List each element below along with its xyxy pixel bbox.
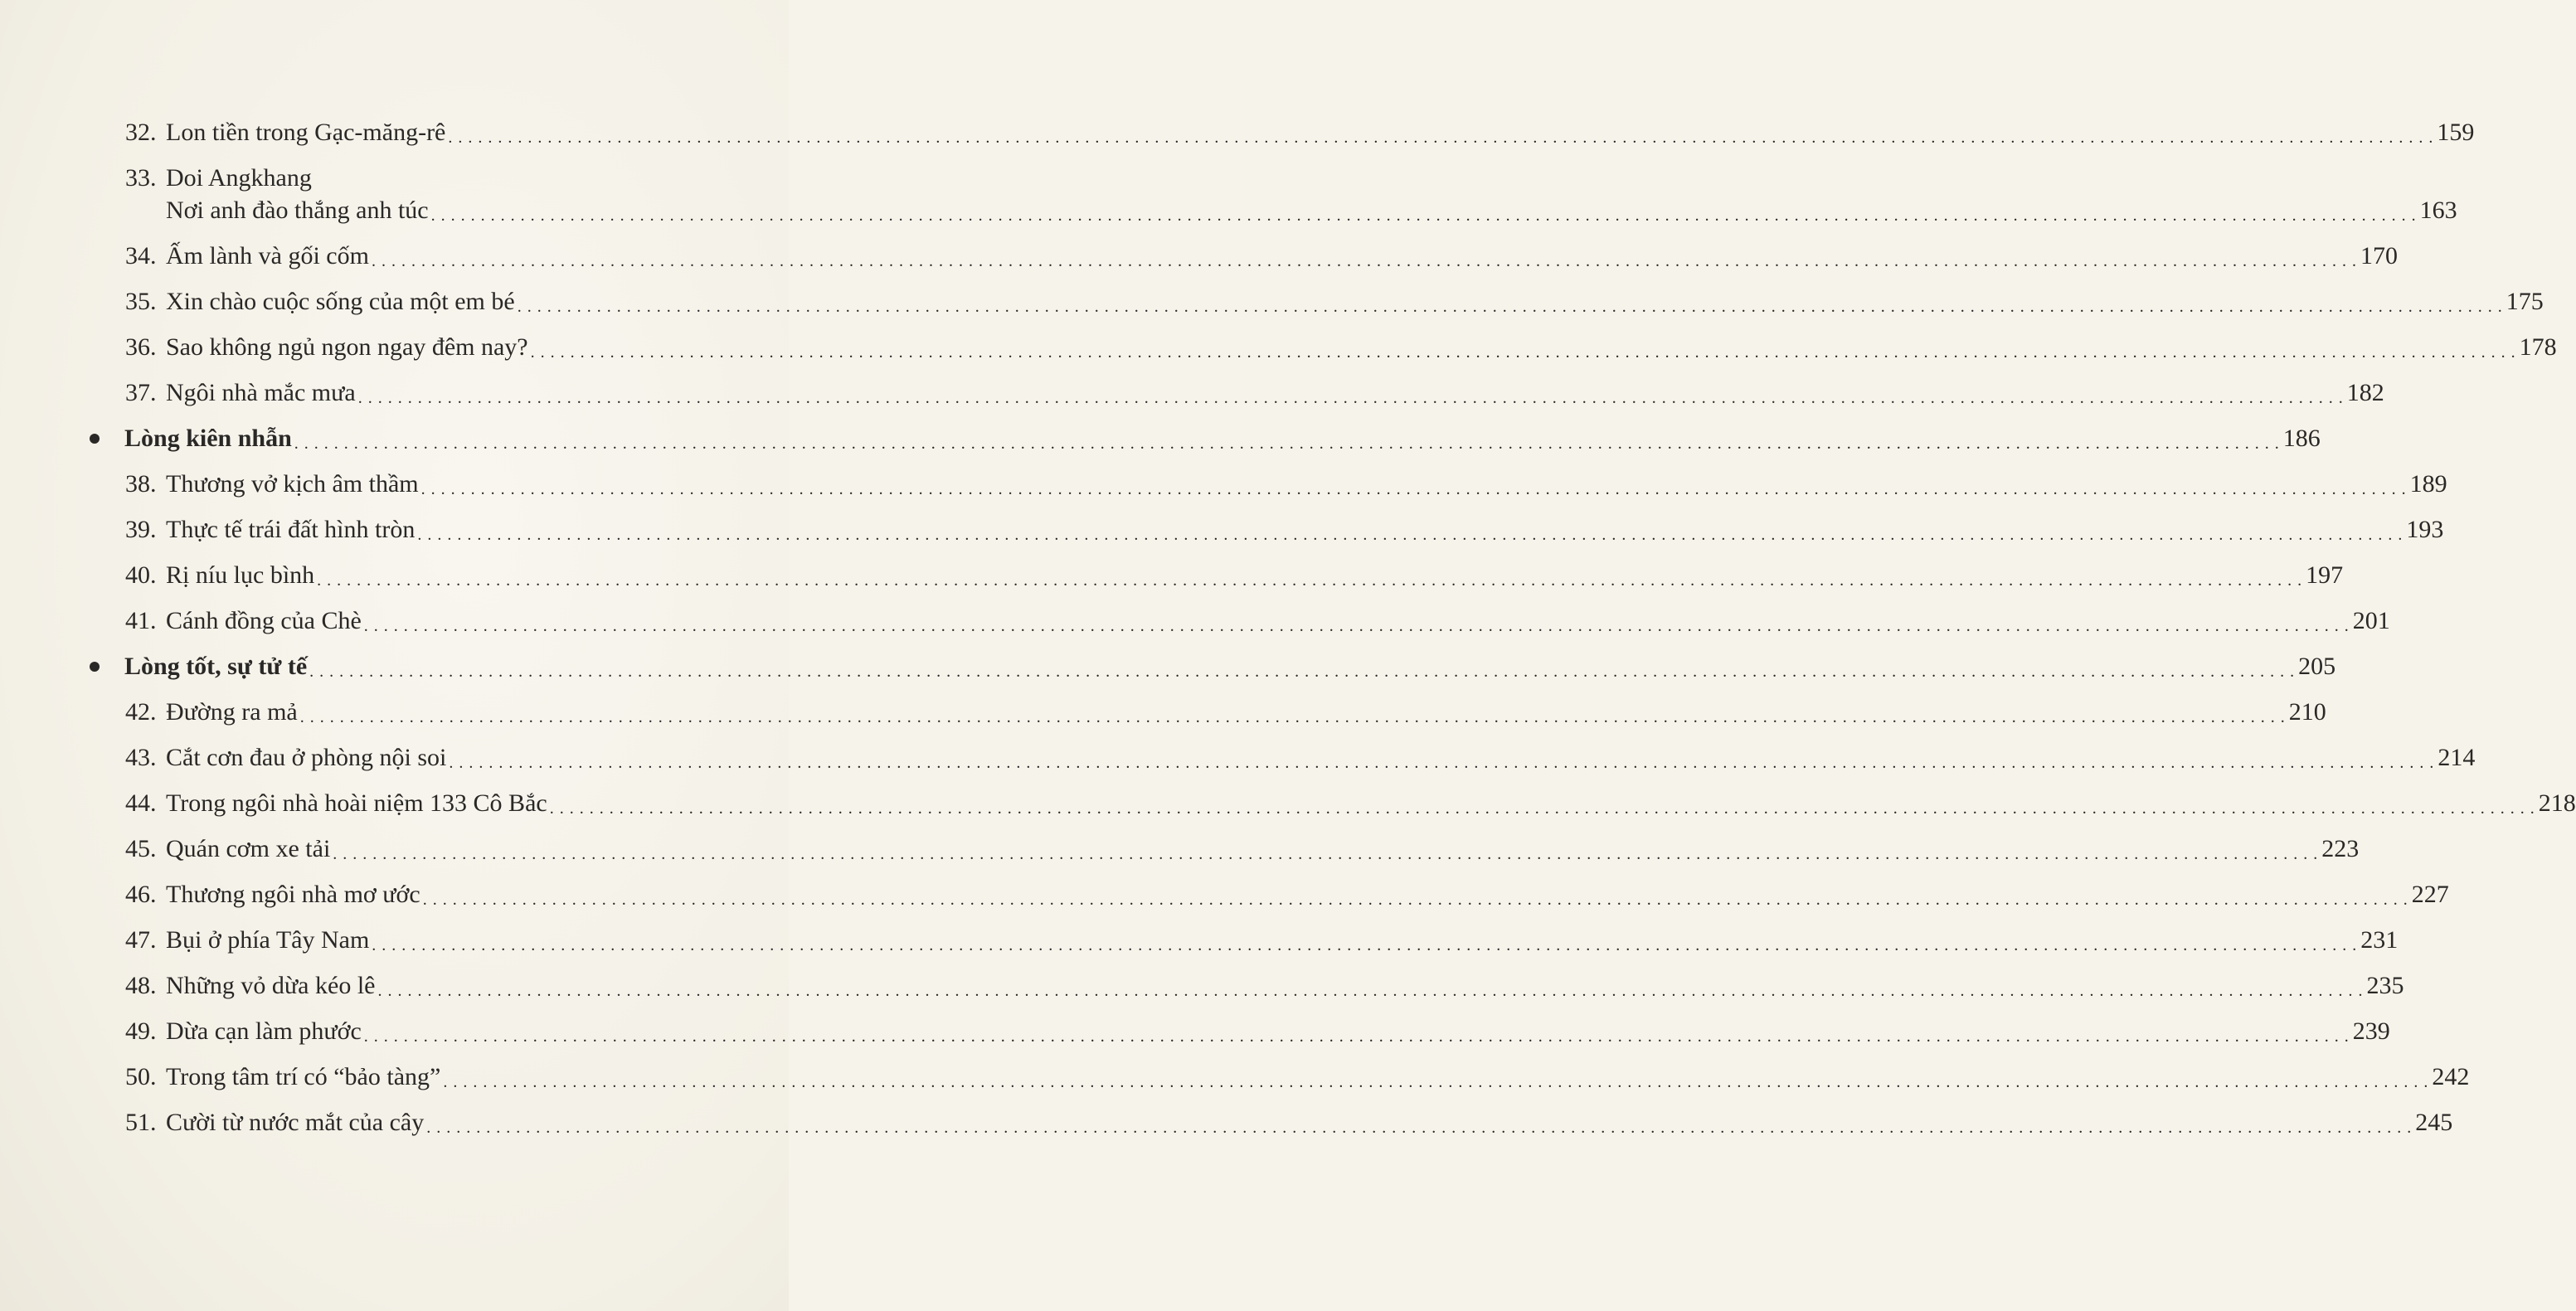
page-number: 214 [2437,743,2476,771]
entry-number: 41. [125,607,157,634]
dot-leader: . . . . . . . . . . . . . . . . . . . . . . . . . . . . . . . . . . . . . . . . . . . . . . . . . . . . . . . . . . . . . . . . . . . . . . . . . . . . . . . . . . . . . . . . . . . . . . . . . . . . . . . . . . . . . . . . . . . . . . . . . . . . . . . . . . . . . . . . . . . . . . . . . . . . . . . . . . . . . . . . . . . . . . . . . . . . . . . . . . . . . . . . . . . . . . . . . . . . . . . . [317,571,2303,590]
page-number: 159 [2437,118,2475,146]
entry-number: 39. [125,516,157,543]
toc-line [166,279,2544,324]
dot-leader: . . . . . . . . . . . . . . . . . . . . . . . . . . . . . . . . . . . . . . . . . . . . . . . . . . . . . . . . . . . . . . . . . . . . . . . . . . . . . . . . . . . . . . . . . . . . . . . . . . . . . . . . . . . . . . . . . . . . . . . . . . . . . . . . . . . . . . . . . . . . . . . . . . . . . . . . . . . . . . . . . . . . . . . . . . . . . . . . . . . . . . . . . . . . . . . . . . . . . . . . [299,708,2286,726]
dot-leader: . . . . . . . . . . . . . . . . . . . . . . . . . . . . . . . . . . . . . . . . . . . . . . . . . . . . . . . . . . . . . . . . . . . . . . . . . . . . . . . . . . . . . . . . . . . . . . . . . . . . . . . . . . . . . . . . . . . . . . . . . . . . . . . . . . . . . . . . . . . . . . . . . . . . . . . . . . . . . . . . . . . . . . . . . . . . . . . . . . . . . . . . . . . . . . . . . . . . . . . . [363,617,2350,635]
dot-leader: . . . . . . . . . . . . . . . . . . . . . . . . . . . . . . . . . . . . . . . . . . . . . . . . . . . . . . . . . . . . . . . . . . . . . . . . . . . . . . . . . . . . . . . . . . . . . . . . . . . . . . . . . . . . . . . . . . . . . . . . . . . . . . . . . . . . . . . . . . . . . . . . . . . . . . . . . . . . . . . . . . . . . . . . . . . . . . . . . . . . . . . . . . . . . . . . . . . . . . . . [449,754,2435,772]
entry-number: 33. [125,164,157,192]
dot-leader: . . . . . . . . . . . . . . . . . . . . . . . . . . . . . . . . . . . . . . . . . . . . . . . . . . . . . . . . . . . . . . . . . . . . . . . . . . . . . . . . . . . . . . . . . . . . . . . . . . . . . . . . . . . . . . . . . . . . . . . . . . . . . . . . . . . . . . . . . . . . . . . . . . . . . . . . . . . . . . . . . . . . . . . . . . . . . . . . . . . . . . . . . . . . . . . . . . . . . . . . [549,799,2535,818]
dot-leader: . . . . . . . . . . . . . . . . . . . . . . . . . . . . . . . . . . . . . . . . . . . . . . . . . . . . . . . . . . . . . . . . . . . . . . . . . . . . . . . . . . . . . . . . . . . . . . . . . . . . . . . . . . . . . . . . . . . . . . . . . . . . . . . . . . . . . . . . . . . . . . . . . . . . . . . . . . . . . . . . . . . . . . . . . . . . . . . . . . . . . . . . . . . . . . . . . . . . . . . . [309,663,2296,681]
entry-title: Thương ngôi nhà mơ ước [166,880,420,908]
dot-leader: . . . . . . . . . . . . . . . . . . . . . . . . . . . . . . . . . . . . . . . . . . . . . . . . . . . . . . . . . . . . . . . . . . . . . . . . . . . . . . . . . . . . . . . . . . . . . . . . . . . . . . . . . . . . . . . . . . . . . . . . . . . . . . . . . . . . . . . . . . . . . . . . . . . . . . . . . . . . . . . . . . . . . . . . . . . . . . . . . . . . . . . . . . . . . . . . . . . . . . . . [530,343,2516,362]
toc-entry [0,872,2449,917]
page-number: 182 [2346,378,2384,406]
toc-entry [0,963,2404,1008]
dot-leader: . . . . . . . . . . . . . . . . . . . . . . . . . . . . . . . . . . . . . . . . . . . . . . . . . . . . . . . . . . . . . . . . . . . . . . . . . . . . . . . . . . . . . . . . . . . . . . . . . . . . . . . . . . . . . . . . . . . . . . . . . . . . . . . . . . . . . . . . . . . . . . . . . . . . . . . . . . . . . . . . . . . . . . . . . . . . . . . . . . . . . . . . . . . . . . . . . . . . . . . . [426,1119,2413,1137]
toc-section [0,643,2336,689]
bullet-icon [90,662,100,672]
entry-number: 35. [125,288,157,315]
dot-leader: . . . . . . . . . . . . . . . . . . . . . . . . . . . . . . . . . . . . . . . . . . . . . . . . . . . . . . . . . . . . . . . . . . . . . . . . . . . . . . . . . . . . . . . . . . . . . . . . . . . . . . . . . . . . . . . . . . . . . . . . . . . . . . . . . . . . . . . . . . . . . . . . . . . . . . . . . . . . . . . . . . . . . . . . . . . . . . . . . . . . . . . . . . . . . . . . . . . . . . . . [422,891,2408,909]
entry-number: 44. [125,789,157,817]
page-number: 189 [2409,469,2447,498]
entry-title: Xin chào cuộc sống của một em bé [166,287,515,315]
toc-entry [0,552,2344,598]
entry-title: Lon tiền trong Gạc-măng-rê [166,118,446,146]
dot-leader: . . . . . . . . . . . . . . . . . . . . . . . . . . . . . . . . . . . . . . . . . . . . . . . . . . . . . . . . . . . . . . . . . . . . . . . . . . . . . . . . . . . . . . . . . . . . . . . . . . . . . . . . . . . . . . . . . . . . . . . . . . . . . . . . . . . . . . . . . . . . . . . . . . . . . . . . . . . . . . . . . . . . . . . . . . . . . . . . . . . . . . . . . . . . . . . . . . . . . . . . [430,206,2417,225]
table-of-contents [0,109,2576,1145]
entry-title: Dừa cạn làm phước [166,1017,362,1045]
entry-number: 37. [125,379,157,406]
entry-number: 50. [125,1063,157,1090]
dot-leader: . . . . . . . . . . . . . . . . . . . . . . . . . . . . . . . . . . . . . . . . . . . . . . . . . . . . . . . . . . . . . . . . . . . . . . . . . . . . . . . . . . . . . . . . . . . . . . . . . . . . . . . . . . . . . . . . . . . . . . . . . . . . . . . . . . . . . . . . . . . . . . . . . . . . . . . . . . . . . . . . . . . . . . . . . . . . . . . . . . . . . . . . . . . . . . . . . . . . . . . . [377,982,2364,1000]
entry-number: 48. [125,972,157,999]
entry-title: Ngôi nhà mắc mưa [166,378,356,406]
toc-entry [0,735,2476,780]
page-number: 178 [2519,333,2557,361]
toc-entry [0,109,2475,155]
bullet-icon [90,434,100,444]
section-title: Lòng kiên nhẫn [124,424,292,452]
entry-number: 40. [125,561,157,589]
page-number: 235 [2366,971,2404,999]
toc-line [166,1100,2453,1145]
entry-title: Nơi anh đào thắng anh túc [166,196,429,224]
toc-line [166,735,2476,780]
page-number: 205 [2298,652,2336,680]
entry-number: 43. [125,744,157,771]
toc-entry [0,1008,2390,1054]
entry-number: 46. [125,881,157,908]
toc-entry [0,370,2384,415]
page-number: 245 [2415,1108,2453,1136]
toc-entry [0,917,2399,963]
toc-line [166,598,2390,643]
entry-number: 36. [125,333,157,361]
toc-line [166,507,2444,552]
dot-leader: . . . . . . . . . . . . . . . . . . . . . . . . . . . . . . . . . . . . . . . . . . . . . . . . . . . . . . . . . . . . . . . . . . . . . . . . . . . . . . . . . . . . . . . . . . . . . . . . . . . . . . . . . . . . . . . . . . . . . . . . . . . . . . . . . . . . . . . . . . . . . . . . . . . . . . . . . . . . . . . . . . . . . . . . . . . . . . . . . . . . . . . . . . . . . . . . . . . . . . . . [294,435,2280,453]
entry-title: Thực tế trái đất hình tròn [166,515,416,543]
page-number: 170 [2360,241,2398,269]
toc-entry [0,598,2390,643]
entry-number: 42. [125,698,157,726]
dot-leader: . . . . . . . . . . . . . . . . . . . . . . . . . . . . . . . . . . . . . . . . . . . . . . . . . . . . . . . . . . . . . . . . . . . . . . . . . . . . . . . . . . . . . . . . . . . . . . . . . . . . . . . . . . . . . . . . . . . . . . . . . . . . . . . . . . . . . . . . . . . . . . . . . . . . . . . . . . . . . . . . . . . . . . . . . . . . . . . . . . . . . . . . . . . . . . . . . . . . . . . . [363,1027,2350,1046]
toc-entry [0,826,2360,872]
page-number: 231 [2360,925,2399,954]
toc-entry [0,780,2576,826]
entry-title: Doi Angkhang [166,163,312,192]
section-title: Lòng tốt, sự tử tế [124,652,308,680]
toc-line [166,370,2384,415]
entry-number: 45. [125,835,157,862]
entry-title: Sao không ngủ ngon ngay đêm nay? [166,333,528,361]
toc-entry [0,1054,2470,1100]
toc-line [166,187,2457,233]
toc-line [166,552,2344,598]
dot-leader: . . . . . . . . . . . . . . . . . . . . . . . . . . . . . . . . . . . . . . . . . . . . . . . . . . . . . . . . . . . . . . . . . . . . . . . . . . . . . . . . . . . . . . . . . . . . . . . . . . . . . . . . . . . . . . . . . . . . . . . . . . . . . . . . . . . . . . . . . . . . . . . . . . . . . . . . . . . . . . . . . . . . . . . . . . . . . . . . . . . . . . . . . . . . . . . . . . . . . . . . [420,480,2407,498]
toc-line [166,780,2576,826]
toc-line [166,233,2398,279]
dot-leader: . . . . . . . . . . . . . . . . . . . . . . . . . . . . . . . . . . . . . . . . . . . . . . . . . . . . . . . . . . . . . . . . . . . . . . . . . . . . . . . . . . . . . . . . . . . . . . . . . . . . . . . . . . . . . . . . . . . . . . . . . . . . . . . . . . . . . . . . . . . . . . . . . . . . . . . . . . . . . . . . . . . . . . . . . . . . . . . . . . . . . . . . . . . . . . . . . . . . . . . . [357,389,2344,407]
toc-line [166,963,2404,1008]
entry-title: Trong tâm trí có “bảo tàng” [166,1062,441,1090]
dot-leader: . . . . . . . . . . . . . . . . . . . . . . . . . . . . . . . . . . . . . . . . . . . . . . . . . . . . . . . . . . . . . . . . . . . . . . . . . . . . . . . . . . . . . . . . . . . . . . . . . . . . . . . . . . . . . . . . . . . . . . . . . . . . . . . . . . . . . . . . . . . . . . . . . . . . . . . . . . . . . . . . . . . . . . . . . . . . . . . . . . . . . . . . . . . . . . . . . . . . . . . . [443,1073,2429,1091]
entry-title: Bụi ở phía Tây Nam [166,925,370,954]
toc-entry [0,461,2447,507]
entry-number: 32. [125,119,157,146]
entry-title: Trong ngôi nhà hoài niệm 133 Cô Bắc [166,789,547,817]
toc-line [166,1008,2390,1054]
page-number: 163 [2419,196,2457,224]
page-number: 239 [2352,1017,2390,1045]
entry-title: Quán cơm xe tải [166,834,331,862]
entry-title: Cánh đồng của Chè [166,606,362,634]
page-number: 186 [2282,424,2321,452]
page-number: 193 [2406,515,2444,543]
toc-entry [0,689,2326,735]
toc-line [166,689,2326,735]
entry-number: 34. [125,242,157,269]
page-number: 201 [2352,606,2390,634]
entry-title: Cười từ nước mắt của cây [166,1108,425,1136]
page-number: 242 [2432,1062,2470,1090]
toc-entry [0,324,2557,370]
dot-leader: . . . . . . . . . . . . . . . . . . . . . . . . . . . . . . . . . . . . . . . . . . . . . . . . . . . . . . . . . . . . . . . . . . . . . . . . . . . . . . . . . . . . . . . . . . . . . . . . . . . . . . . . . . . . . . . . . . . . . . . . . . . . . . . . . . . . . . . . . . . . . . . . . . . . . . . . . . . . . . . . . . . . . . . . . . . . . . . . . . . . . . . . . . . . . . . . . . . . . . . . [372,936,2358,954]
entry-number: 49. [125,1017,157,1045]
toc-line [166,324,2557,370]
dot-leader: . . . . . . . . . . . . . . . . . . . . . . . . . . . . . . . . . . . . . . . . . . . . . . . . . . . . . . . . . . . . . . . . . . . . . . . . . . . . . . . . . . . . . . . . . . . . . . . . . . . . . . . . . . . . . . . . . . . . . . . . . . . . . . . . . . . . . . . . . . . . . . . . . . . . . . . . . . . . . . . . . . . . . . . . . . . . . . . . . . . . . . . . . . . . . . . . . . . . . . . . [333,845,2319,863]
dot-leader: . . . . . . . . . . . . . . . . . . . . . . . . . . . . . . . . . . . . . . . . . . . . . . . . . . . . . . . . . . . . . . . . . . . . . . . . . . . . . . . . . . . . . . . . . . . . . . . . . . . . . . . . . . . . . . . . . . . . . . . . . . . . . . . . . . . . . . . . . . . . . . . . . . . . . . . . . . . . . . . . . . . . . . . . . . . . . . . . . . . . . . . . . . . . . . . . . . . . . . . . [517,298,2503,316]
dot-leader: . . . . . . . . . . . . . . . . . . . . . . . . . . . . . . . . . . . . . . . . . . . . . . . . . . . . . . . . . . . . . . . . . . . . . . . . . . . . . . . . . . . . . . . . . . . . . . . . . . . . . . . . . . . . . . . . . . . . . . . . . . . . . . . . . . . . . . . . . . . . . . . . . . . . . . . . . . . . . . . . . . . . . . . . . . . . . . . . . . . . . . . . . . . . . . . . . . . . . . . . [448,129,2434,147]
toc-line [166,109,2475,155]
entry-number: 38. [125,470,157,498]
toc-entry [0,1100,2453,1145]
toc-line [166,461,2447,507]
entry-title: Ấm lành và gối cốm [166,241,369,269]
toc-entry [0,233,2398,279]
dot-leader: . . . . . . . . . . . . . . . . . . . . . . . . . . . . . . . . . . . . . . . . . . . . . . . . . . . . . . . . . . . . . . . . . . . . . . . . . . . . . . . . . . . . . . . . . . . . . . . . . . . . . . . . . . . . . . . . . . . . . . . . . . . . . . . . . . . . . . . . . . . . . . . . . . . . . . . . . . . . . . . . . . . . . . . . . . . . . . . . . . . . . . . . . . . . . . . . . . . . . . . . [417,526,2403,544]
entry-title: Thương vở kịch âm thầm [166,469,419,498]
entry-title: Những vỏ dừa kéo lê [166,971,376,999]
dot-leader: . . . . . . . . . . . . . . . . . . . . . . . . . . . . . . . . . . . . . . . . . . . . . . . . . . . . . . . . . . . . . . . . . . . . . . . . . . . . . . . . . . . . . . . . . . . . . . . . . . . . . . . . . . . . . . . . . . . . . . . . . . . . . . . . . . . . . . . . . . . . . . . . . . . . . . . . . . . . . . . . . . . . . . . . . . . . . . . . . . . . . . . . . . . . . . . . . . . . . . . . [371,252,2357,270]
entry-title: Đường ra mả [166,697,298,726]
toc-line [166,872,2449,917]
entry-number: 47. [125,926,157,954]
toc-entry [0,507,2444,552]
page-number: 223 [2321,834,2360,862]
page-number: 227 [2411,880,2449,908]
toc-line [166,917,2399,963]
page-number: 175 [2506,287,2544,315]
toc-section [0,415,2321,461]
toc-entry [0,279,2544,324]
toc-entry [0,155,2457,233]
toc-line [166,826,2360,872]
page-number: 218 [2538,789,2576,817]
toc-line [124,643,2336,689]
page-number: 197 [2306,561,2344,589]
entry-title: Cắt cơn đau ở phòng nội soi [166,743,447,771]
toc-line [124,415,2321,461]
page-number: 210 [2288,697,2326,726]
toc-line [166,1054,2470,1100]
entry-title: Rị níu lục bình [166,561,315,589]
entry-number: 51. [125,1109,157,1136]
